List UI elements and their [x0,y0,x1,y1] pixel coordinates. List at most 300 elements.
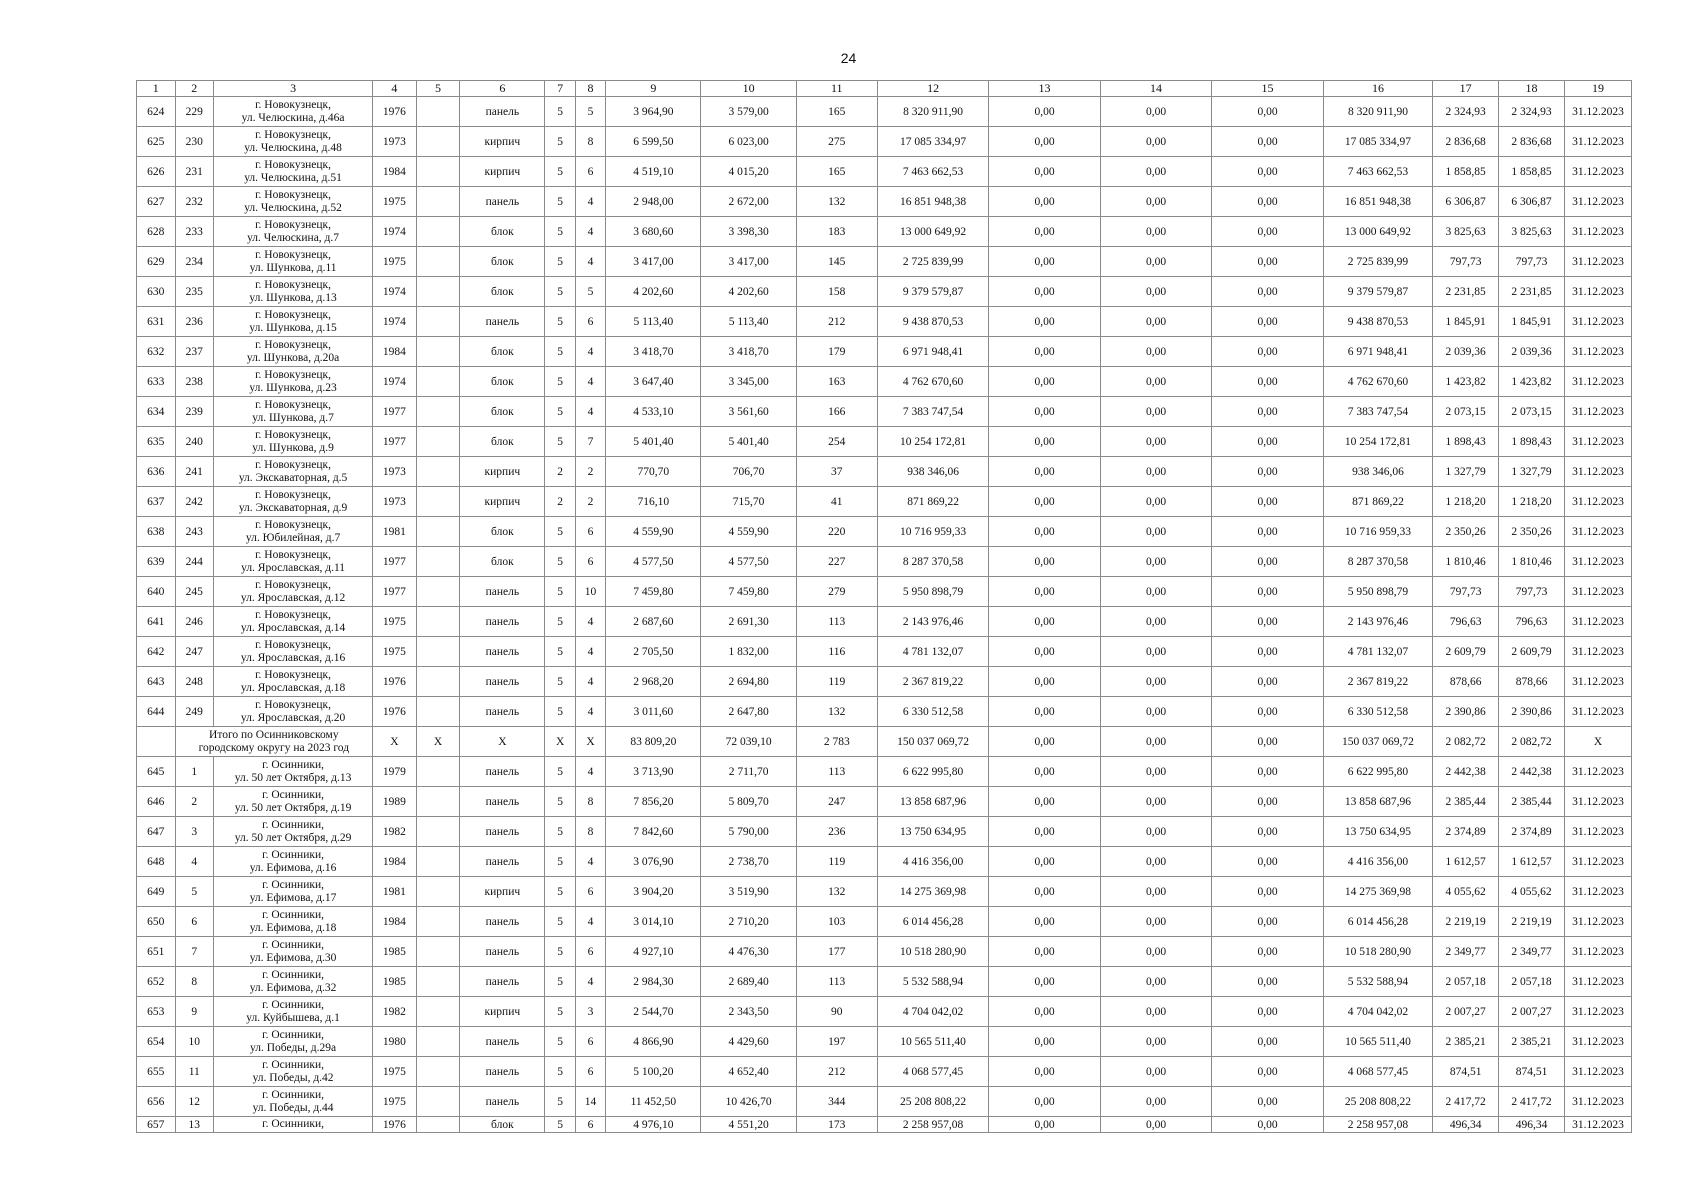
cost-15: 0,00 [1212,367,1323,397]
area-total: 4 533,10 [606,397,701,427]
unit-cost-17: 2 324,93 [1433,97,1499,127]
column-5: X [416,727,460,757]
table-row [137,217,1632,247]
column-header: 1 [137,81,176,97]
column-header: 18 [1499,81,1565,97]
entrances: 4 [575,907,605,937]
address-line: ул. Ефимова, д.30 [249,951,337,964]
deadline: 31.12.2023 [1564,157,1631,187]
unit-cost-18: 1 858,85 [1499,157,1565,187]
floors: X [545,727,575,757]
floors: 5 [545,97,575,127]
address-line: г. Новокузнецк, [255,218,332,231]
cost-14: 0,00 [1100,907,1211,937]
deadline: 31.12.2023 [1564,1057,1631,1087]
wall-material: панель [460,577,545,607]
area-total: 2 948,00 [606,187,701,217]
area-living: 6 023,00 [701,127,796,157]
column-header: 9 [606,81,701,97]
row-number: 634 [137,397,176,427]
row-number: 656 [137,1087,176,1117]
address-line: ул. Ярославская, д.16 [240,651,346,664]
entrances: 4 [575,187,605,217]
unit-cost-17: 1 845,91 [1433,307,1499,337]
address-cell [214,187,373,217]
wall-material: панель [460,967,545,997]
row-number: 643 [137,667,176,697]
area-total: 4 927,10 [606,937,701,967]
table-row [137,637,1632,667]
deadline: 31.12.2023 [1564,1117,1631,1133]
cost-16: 6 330 512,58 [1323,697,1432,727]
cost-16: 7 383 747,54 [1323,397,1432,427]
unit-cost-17: 2 231,85 [1433,277,1499,307]
address-line: г. Новокузнецк, [255,638,332,651]
unit-cost-17: 797,73 [1433,577,1499,607]
local-number: 5 [175,877,214,907]
column-header: 6 [460,81,545,97]
cost-14: 0,00 [1100,157,1211,187]
address-line: ул. Шункова, д.23 [249,381,337,394]
unit-cost-17: 2 836,68 [1433,127,1499,157]
address-cell [214,577,373,607]
cost-13: 0,00 [989,877,1100,907]
column-header: 17 [1433,81,1499,97]
cost-14: 0,00 [1100,1057,1211,1087]
year-built: 1977 [373,427,417,457]
row-number: 633 [137,367,176,397]
area-total: 3 417,00 [606,247,701,277]
cost-16: 2 725 839,99 [1323,247,1432,277]
residents: 119 [796,667,877,697]
year-built: 1976 [373,697,417,727]
address-line: ул. Куйбышева, д.1 [246,1011,340,1024]
column-5 [416,967,460,997]
unit-cost-18: 1 898,43 [1499,427,1565,457]
row-number: 644 [137,697,176,727]
area-living: 3 561,60 [701,397,796,427]
address-line: ул. Ярославская, д.12 [240,591,346,604]
wall-material: панель [460,847,545,877]
cost-14: 0,00 [1100,757,1211,787]
address-cell [214,397,373,427]
column-5 [416,187,460,217]
entrances: 6 [575,157,605,187]
address-cell [214,127,373,157]
floors: 5 [545,997,575,1027]
year-built: 1977 [373,547,417,577]
deadline: 31.12.2023 [1564,337,1631,367]
address-line: г. Осинники, [262,938,324,951]
area-total: 4 866,90 [606,1027,701,1057]
year-built: 1975 [373,1087,417,1117]
cost-13: 0,00 [989,247,1100,277]
year-built: 1974 [373,217,417,247]
area-living: 5 809,70 [701,787,796,817]
residents: 166 [796,397,877,427]
cost-15: 0,00 [1212,967,1323,997]
wall-material: панель [460,1027,545,1057]
table-row [137,547,1632,577]
address-line: ул. Ефимова, д.16 [249,861,337,874]
residents: 165 [796,157,877,187]
table-row [137,307,1632,337]
wall-material: панель [460,697,545,727]
table-row [137,427,1632,457]
unit-cost-18: 6 306,87 [1499,187,1565,217]
address-line: ул. Победы, д.29а [250,1041,337,1054]
area-total: 4 202,60 [606,277,701,307]
cost-15: 0,00 [1212,937,1323,967]
unit-cost-17: 3 825,63 [1433,217,1499,247]
cost-total: 25 208 808,22 [877,1087,988,1117]
address-line: г. Осинники, [262,1058,324,1071]
deadline: 31.12.2023 [1564,787,1631,817]
deadline: 31.12.2023 [1564,967,1631,997]
unit-cost-17: 1 858,85 [1433,157,1499,187]
address-line: г. Новокузнецк, [255,518,332,531]
address-line: г. Новокузнецк, [255,368,332,381]
year-built: 1984 [373,907,417,937]
table-row [137,877,1632,907]
cost-14: 0,00 [1100,457,1211,487]
unit-cost-18: 2 836,68 [1499,127,1565,157]
address-line: ул. Челюскина, д.52 [244,201,342,214]
residents: 158 [796,277,877,307]
address-line: г. Осинники, [262,1088,324,1101]
cost-total: 9 379 579,87 [877,277,988,307]
cost-14: 0,00 [1100,787,1211,817]
unit-cost-18: 874,51 [1499,1057,1565,1087]
wall-material: кирпич [460,127,545,157]
year-built: 1974 [373,277,417,307]
cost-16: 8 287 370,58 [1323,547,1432,577]
address-cell [214,367,373,397]
table-row [137,367,1632,397]
floors: 5 [545,637,575,667]
local-number: 6 [175,907,214,937]
address-cell [214,247,373,277]
residents: 2 783 [796,727,877,757]
entrances: 6 [575,877,605,907]
year-built: 1975 [373,187,417,217]
unit-cost-17: 2 374,89 [1433,817,1499,847]
cost-13: 0,00 [989,637,1100,667]
cost-total: 7 383 747,54 [877,397,988,427]
cost-14: 0,00 [1100,277,1211,307]
local-number: 11 [175,1057,214,1087]
wall-material: панель [460,1087,545,1117]
cost-total: 4 068 577,45 [877,1057,988,1087]
cost-14: 0,00 [1100,697,1211,727]
area-total: 2 544,70 [606,997,701,1027]
wall-material: панель [460,937,545,967]
entrances: 6 [575,307,605,337]
unit-cost-18: 2 082,72 [1499,727,1565,757]
cost-13: 0,00 [989,187,1100,217]
floors: 5 [545,397,575,427]
cost-total: 2 725 839,99 [877,247,988,277]
cost-15: 0,00 [1212,757,1323,787]
cost-13: 0,00 [989,967,1100,997]
area-total: 5 113,40 [606,307,701,337]
unit-cost-17: 2 082,72 [1433,727,1499,757]
unit-cost-17: 2 350,26 [1433,517,1499,547]
table-row [137,847,1632,877]
deadline: 31.12.2023 [1564,367,1631,397]
cost-14: 0,00 [1100,97,1211,127]
floors: 5 [545,907,575,937]
entrances: 4 [575,217,605,247]
unit-cost-18: 4 055,62 [1499,877,1565,907]
area-living: 4 652,40 [701,1057,796,1087]
row-number: 639 [137,547,176,577]
cost-13: 0,00 [989,847,1100,877]
area-living: 2 672,00 [701,187,796,217]
area-total: 2 687,60 [606,607,701,637]
cost-15: 0,00 [1212,457,1323,487]
table-row [137,1117,1632,1133]
address-cell [214,877,373,907]
unit-cost-18: 2 007,27 [1499,997,1565,1027]
local-number: 7 [175,937,214,967]
address-cell [214,1027,373,1057]
floors: 5 [545,1027,575,1057]
entrances: 8 [575,127,605,157]
column-5 [416,847,460,877]
table-row [137,97,1632,127]
address-line: ул. Челюскина, д.46а [241,111,345,124]
residents: 179 [796,337,877,367]
wall-material: панель [460,97,545,127]
column-header: 4 [373,81,417,97]
local-number: 248 [175,667,214,697]
column-header: 8 [575,81,605,97]
cost-total: 4 762 670,60 [877,367,988,397]
cost-15: 0,00 [1212,907,1323,937]
area-living: 4 015,20 [701,157,796,187]
total-label [175,727,373,757]
area-living: 3 398,30 [701,217,796,247]
year-built: 1982 [373,817,417,847]
address-line: г. Новокузнецк, [255,608,332,621]
area-total: 7 459,80 [606,577,701,607]
cost-13: 0,00 [989,607,1100,637]
floors: 5 [545,877,575,907]
entrances: 4 [575,607,605,637]
unit-cost-17: 878,66 [1433,667,1499,697]
table-row [137,907,1632,937]
floors: 5 [545,1057,575,1087]
address-line: г. Осинники, [262,998,324,1011]
table-row [137,187,1632,217]
cost-13: 0,00 [989,277,1100,307]
cost-13: 0,00 [989,997,1100,1027]
cost-13: 0,00 [989,127,1100,157]
cost-15: 0,00 [1212,817,1323,847]
row-number: 638 [137,517,176,547]
address-line: ул. Победы, д.44 [252,1101,334,1114]
wall-material: блок [460,247,545,277]
deadline: 31.12.2023 [1564,667,1631,697]
address-line: ул. Ярославская, д.18 [240,681,346,694]
cost-14: 0,00 [1100,547,1211,577]
year-built: 1977 [373,397,417,427]
cost-14: 0,00 [1100,667,1211,697]
floors: 5 [545,427,575,457]
table-row [137,667,1632,697]
year-built: 1973 [373,487,417,517]
floors: 5 [545,547,575,577]
residents: 132 [796,697,877,727]
address-line: ул. 50 лет Октября, д.29 [234,831,352,844]
entrances: 4 [575,367,605,397]
cost-16: 6 971 948,41 [1323,337,1432,367]
entrances: 6 [575,1027,605,1057]
local-number: 237 [175,337,214,367]
deadline: 31.12.2023 [1564,217,1631,247]
cost-14: 0,00 [1100,427,1211,457]
cost-16: 8 320 911,90 [1323,97,1432,127]
unit-cost-18: 1 327,79 [1499,457,1565,487]
unit-cost-17: 1 898,43 [1433,427,1499,457]
address-line: Итого по Осинниковскому [209,728,339,741]
entrances: 8 [575,817,605,847]
unit-cost-18: 2 039,36 [1499,337,1565,367]
cost-16: 10 716 959,33 [1323,517,1432,547]
column-5 [416,217,460,247]
floors: 5 [545,367,575,397]
address-line: ул. Ефимова, д.18 [249,921,337,934]
local-number: 13 [175,1117,214,1133]
unit-cost-17: 797,73 [1433,247,1499,277]
floors: 5 [545,277,575,307]
row-number: 630 [137,277,176,307]
year-built: 1973 [373,457,417,487]
unit-cost-18: 2 324,93 [1499,97,1565,127]
area-living: 706,70 [701,457,796,487]
cost-15: 0,00 [1212,1087,1323,1117]
floors: 5 [545,307,575,337]
floors: 5 [545,157,575,187]
residents: 113 [796,967,877,997]
unit-cost-18: 2 609,79 [1499,637,1565,667]
unit-cost-18: 2 350,26 [1499,517,1565,547]
address-line: г. Новокузнецк, [255,278,332,291]
address-cell [214,427,373,457]
floors: 5 [545,337,575,367]
column-header: 16 [1323,81,1432,97]
deadline: 31.12.2023 [1564,757,1631,787]
housing-register-table [136,80,1632,1133]
address-cell [214,457,373,487]
column-5 [416,607,460,637]
address-cell [214,697,373,727]
cost-15: 0,00 [1212,877,1323,907]
table-row [137,697,1632,727]
floors: 5 [545,187,575,217]
unit-cost-18: 2 231,85 [1499,277,1565,307]
entrances: 4 [575,337,605,367]
local-number: 8 [175,967,214,997]
entrances: 5 [575,97,605,127]
cost-15: 0,00 [1212,997,1323,1027]
area-living: 3 418,70 [701,337,796,367]
address-line: г. Осинники, [262,818,324,831]
cost-15: 0,00 [1212,577,1323,607]
cost-13: 0,00 [989,577,1100,607]
address-cell [214,817,373,847]
local-number: 235 [175,277,214,307]
area-living: 3 345,00 [701,367,796,397]
cost-14: 0,00 [1100,217,1211,247]
area-living: 4 202,60 [701,277,796,307]
floors: 5 [545,967,575,997]
floors: 2 [545,457,575,487]
address-cell [214,547,373,577]
address-cell [214,937,373,967]
wall-material: блок [460,277,545,307]
area-total: 11 452,50 [606,1087,701,1117]
cost-15: 0,00 [1212,667,1323,697]
column-5 [416,97,460,127]
unit-cost-18: 2 442,38 [1499,757,1565,787]
area-living: 2 647,80 [701,697,796,727]
column-5 [416,517,460,547]
column-header: 2 [175,81,214,97]
unit-cost-18: 2 073,15 [1499,397,1565,427]
cost-total: 938 346,06 [877,457,988,487]
residents: 119 [796,847,877,877]
wall-material: блок [460,337,545,367]
wall-material: панель [460,187,545,217]
table-header [137,81,1632,97]
address-cell [214,607,373,637]
wall-material: панель [460,907,545,937]
entrances: 3 [575,997,605,1027]
cost-14: 0,00 [1100,1117,1211,1133]
unit-cost-18: 797,73 [1499,577,1565,607]
residents: 41 [796,487,877,517]
address-cell [214,1117,373,1133]
table-row [137,457,1632,487]
year-built: 1977 [373,577,417,607]
year-built: 1976 [373,1117,417,1133]
cost-13: 0,00 [989,817,1100,847]
address-line: ул. Шункова, д.7 [252,411,334,424]
cost-16: 871 869,22 [1323,487,1432,517]
year-built: 1973 [373,127,417,157]
page-number: 24 [840,50,857,66]
address-line: г. Новокузнецк, [255,128,332,141]
cost-16: 2 258 957,08 [1323,1117,1432,1133]
unit-cost-17: 796,63 [1433,607,1499,637]
deadline: 31.12.2023 [1564,937,1631,967]
deadline: 31.12.2023 [1564,697,1631,727]
area-living: 4 577,50 [701,547,796,577]
entrances: 4 [575,967,605,997]
entrances: 6 [575,937,605,967]
unit-cost-18: 1 845,91 [1499,307,1565,337]
cost-total: 14 275 369,98 [877,877,988,907]
address-line: г. Новокузнецк, [255,308,332,321]
local-number: 243 [175,517,214,547]
cost-13: 0,00 [989,727,1100,757]
cost-15: 0,00 [1212,847,1323,877]
floors: 5 [545,667,575,697]
unit-cost-18: 1 612,57 [1499,847,1565,877]
address-cell [214,487,373,517]
